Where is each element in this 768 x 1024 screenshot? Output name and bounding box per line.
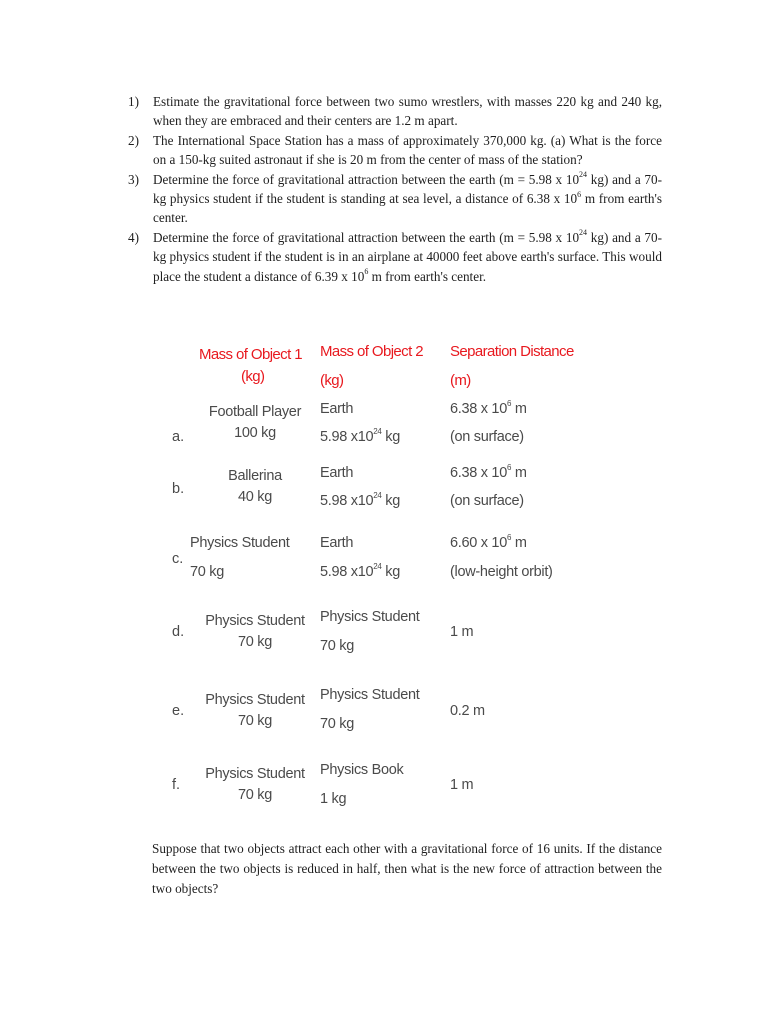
object1-name: Physics Student — [205, 613, 305, 629]
object2-name: Physics Book — [320, 762, 404, 778]
object2-mass: 1 kg — [320, 791, 347, 807]
distance-value: 0.2 m — [450, 703, 485, 719]
object1-mass: 70 kg — [238, 713, 272, 729]
object1-name: Physics Student — [205, 692, 305, 708]
object1-name: Ballerina — [228, 468, 282, 484]
object2-mass: 5.98 $x10^{24}$ kg — [320, 427, 400, 445]
object2-name: Earth — [320, 465, 354, 481]
row-label: c. — [172, 551, 184, 567]
object2-name: Physics Student — [320, 687, 420, 703]
object2-mass: 70 kg — [320, 716, 354, 732]
object1-name: Football Player — [208, 404, 302, 420]
row-label: b. — [172, 481, 185, 497]
object1-name: Physics Student — [190, 535, 290, 551]
distance-value: 6.60 x $10^6$ m — [450, 533, 527, 551]
question-text: Estimate the gravitational force between two sumo wrestlers, with masses 220 kg and 240 kg, when they are embraced and their centers are 1.2 m apart. — [153, 94, 662, 129]
object1-mass: 70 kg — [238, 787, 272, 803]
question-text: Determine the force of gravitational attraction between the earth (m = 5.98 x $10^{24}$ kg) and a 70-kg physics student if the student is in an airplane at 40000 feet above earth's surface. This would place the student a distance of 6.39 x $10^6$ m from earth's center. — [153, 228, 662, 284]
closing-question: Suppose that two objects attract each other with a gravitational force of 16 units. If the distance between the two objects is reduced in half, then what is the new force of attraction between the two objects? — [152, 841, 662, 896]
object2-name: Earth — [320, 535, 354, 551]
object2-mass: 70 kg — [320, 638, 354, 654]
header-mass1-unit: (kg) — [241, 368, 265, 385]
header-mass2: Mass of Object 2 — [320, 343, 423, 360]
distance-note: (on surface) — [450, 429, 524, 445]
header-distance: Separation Distance — [450, 343, 574, 360]
object1-mass: 70 kg — [190, 564, 224, 580]
object1-mass: 100 kg — [234, 425, 276, 441]
object2-name: Earth — [320, 401, 354, 417]
distance-value: 1 m — [450, 777, 474, 793]
row-label: e. — [172, 703, 185, 719]
object1-mass: 70 kg — [238, 634, 272, 650]
object2-name: Physics Student — [320, 609, 420, 625]
distance-note: (on surface) — [450, 493, 524, 509]
question-number: 2) — [128, 132, 139, 148]
distance-value: 6.38 x $10^6$ m — [450, 463, 527, 481]
distance-value: 1 m — [450, 624, 474, 640]
row-label: f. — [172, 777, 181, 793]
distance-note: (low-height orbit) — [450, 564, 553, 580]
question-number: 1) — [128, 94, 139, 109]
distance-value: 6.38 x $10^6$ m — [450, 399, 527, 417]
row-label: a. — [172, 429, 185, 445]
question-text: Determine the force of gravitational attraction between the earth (m = 5.98 x $10^{24}$ kg) and a 70-kg physics student if the student is standing at sea level, a distance of 6.38 x $10^6$ m from earth's center. — [153, 170, 662, 226]
header-distance-unit: (m) — [450, 372, 471, 389]
question-text: The International Space Station has a mass of approximately 370,000 kg. (a) What is the force on a 150-kg suited astronaut if she is 20 m from the center of mass of the station? — [153, 132, 662, 168]
header-mass1: Mass of Object 1 — [199, 346, 302, 363]
header-mass2-unit: (kg) — [320, 372, 344, 389]
object2-mass: 5.98 $x10^{24}$ kg — [320, 491, 400, 509]
object1-name: Physics Student — [205, 766, 305, 782]
object2-mass: 5.98 $x10^{24}$ kg — [320, 562, 400, 580]
question-number: 4) — [128, 229, 139, 245]
object1-mass: 40 kg — [238, 489, 272, 505]
row-label: d. — [172, 624, 185, 640]
question-number: 3) — [128, 171, 139, 187]
